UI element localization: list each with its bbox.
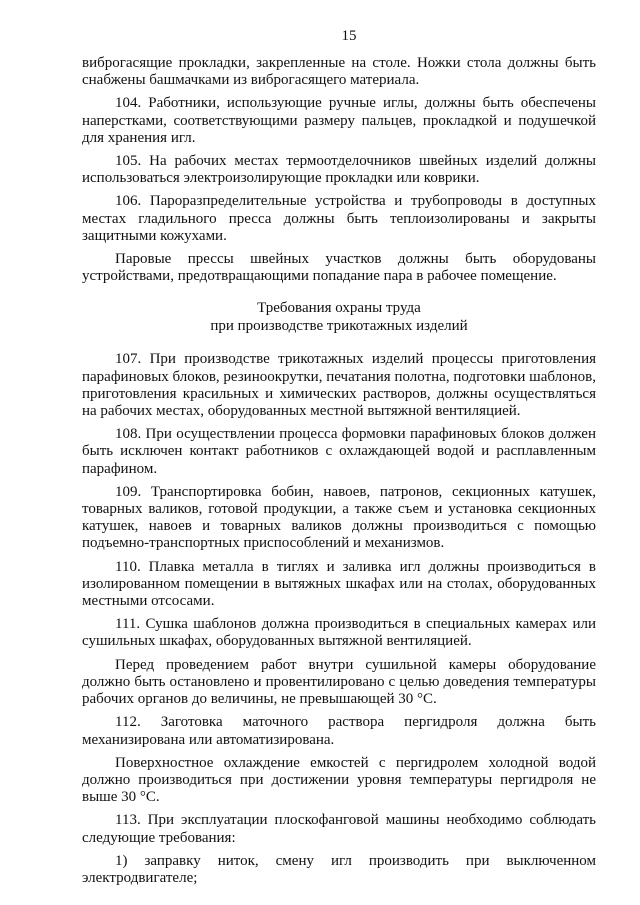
paragraph: 105. На рабочих местах термоотделочников швейных изделий должны использоваться электроизолирующие прокладки или коврики. (82, 153, 596, 187)
paragraph: 1) заправку ниток, смену игл производить при выключенном электродвигателе; (82, 852, 596, 886)
paragraph: 104. Работники, использующие ручные иглы, должны быть обеспечены наперстками, соответствующими размеру пальцев, прокладкой и подушечкой для хранения игл. (82, 95, 596, 146)
section-heading-line1: Требования охраны труда (257, 300, 421, 317)
paragraph: 109. Транспортировка бобин, навоев, патронов, секционных катушек, товарных валиков, готовой продукции, а также съем и установка секционных катушек, навоев и товарных валиков должны производиться с помощью подъемно-транспортных приспособлений и механизмов. (82, 483, 596, 552)
paragraph: 108. При осуществлении процесса формовки парафиновых блоков должен быть исключен контакт работников с охлаждающей водой и расплавленным парафином. (82, 426, 596, 477)
paragraph: Паровые прессы швейных участков должны быть оборудованы устройствами, предотвращающими попадание пара в рабочее помещение. (82, 251, 596, 285)
body-text-top (82, 55, 596, 285)
paragraph: 111. Сушка шаблонов должна производиться в специальных камерах или сушильных шкафах, оборудованных вытяжной вентиляцией. (82, 616, 596, 650)
paragraph: Перед проведением работ внутри сушильной камеры оборудование должно быть остановлено и провентилировано с целью доведения температуры рабочих органов до величины, не превышающей 30 °С. (82, 656, 596, 708)
paragraph: Поверхностное охлаждение емкостей с пергидролем холодной водой должно производиться при достижении уровня температуры пергидроля не выше 30 °С. (82, 754, 596, 806)
paragraph: 106. Пароразпределительные устройства и трубопроводы в доступных местах гладильного пресса должны быть теплоизолированы и закрыты защитными кожухами. (82, 193, 596, 244)
paragraph: 110. Плавка металла в тиглях и заливка игл должны производиться в изолированном помещении в вытяжных шкафах или на столах, оборудованных местными отсосами. (82, 558, 596, 610)
section-heading (82, 299, 596, 335)
paragraph: 107. При производстве трикотажных изделий процессы приготовления парафиновых блоков, резиноокрутки, печатания полотна, подготовки шаблонов, приготовления красильных и химических растворов, должны осуществляться на рабочих местах, оборудованных местной вытяжной вентиляцией. (82, 351, 596, 420)
paragraph: 112. Заготовка маточного раствора пергидроля должна быть механизирована или автоматизирована. (82, 714, 596, 748)
page-number: 15 (341, 28, 357, 44)
paragraph: 113. При эксплуатации плоскофанговой машины необходимо соблюдать следующие требования: (82, 812, 596, 846)
body-text-bottom (82, 351, 596, 887)
section-heading-line2: при производстве трикотажных изделий (210, 318, 468, 335)
paragraph: виброгасящие прокладки, закрепленные на столе. Ножки стола должны быть снабжены башмачками из виброгасящего материала. (82, 55, 596, 89)
